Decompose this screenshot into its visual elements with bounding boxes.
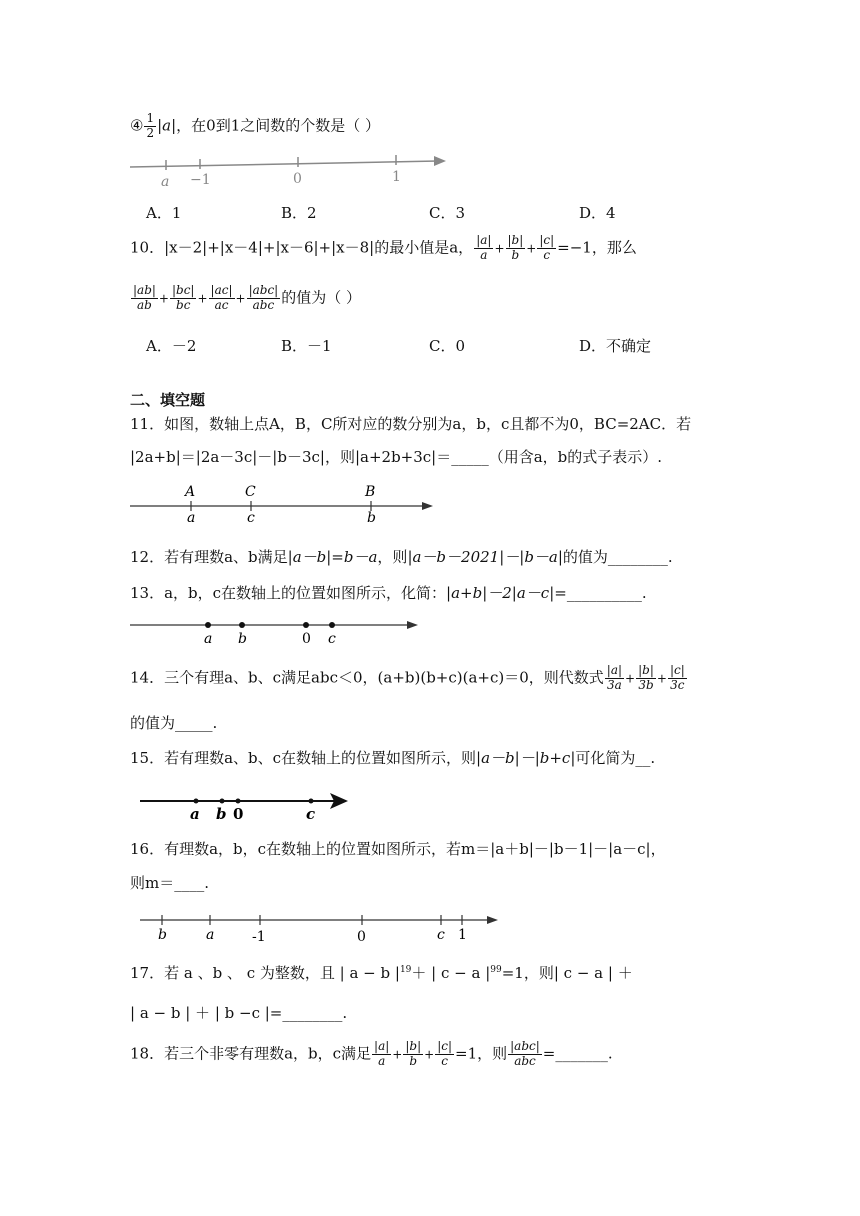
q18-line: 18．若三个非零有理数a，b，c满足 $\frac{|a|}{a}$ + $\frac{|b|}{b}$ + $\frac{|c|}{c}$ =1，则 $\frac{\text{|abc|}}{\text{abc}}$ =_______. [130,1039,613,1068]
q10-option-c[interactable]: C．0 [429,337,466,355]
q12-line [130,546,673,567]
q17-exp-99: 99 [490,965,502,975]
section-title: 二、填空题 [130,391,206,409]
q9-option-c[interactable]: C．3 [429,204,466,222]
q18-post: =_______. [542,1044,613,1063]
label-b: b [367,510,376,525]
label-b: b [158,927,167,943]
q18-frac-b: $\frac{|b|}{b}$ [405,1039,422,1068]
q14-text: 14．三个有理a、b、c满足abc＜0，(a+b)(b+c)(a+c)＝0，则代数式 [130,668,604,687]
label-0: 0 [302,631,311,647]
q15-line [130,747,655,768]
axis-line [130,161,438,167]
label-c: c [306,805,316,822]
q10-line2: $\frac{|ab|}{ab}$ + $\frac{|bc|}{bc}$ + $\frac{|ac|}{ac}$ + $\frac{\text{|abc|}}{\text{abc}}$ 的值为（ ） [133,283,362,312]
q12-cond: |a－b|=b－a [287,548,378,566]
q14-line2: 的值为_____. [130,714,218,732]
q17-text-1: 17．若 a 、b 、 c 为整数，且 | a − b | [130,964,400,982]
q12-pre: 12．若有理数a、b满足 [130,548,288,566]
label-c: c [328,631,336,647]
q10-expr-frac-ab: $\frac{|ab|}{ab}$ [133,283,156,312]
label-b: b [216,805,227,822]
q11-line2: |2a+b|＝|2a－3c|－|b－3c|，则|a+2b+3c|＝_____（用含a，b的式子表示）. [130,448,663,466]
q16-line1: 16．有理数a，b，c在数轴上的位置如图所示，若m＝|a＋b|－|b－1|－|a－c|， [130,840,666,858]
q17-exp-19: 19 [399,965,412,975]
point-a [205,622,211,628]
q17-line2: | a − b | ＋ | b −c |=________. [130,1004,348,1022]
q10-lead-text: 10．|x－2|+|x－4|+|x－6|+|x－8|的最小值是a， [130,238,474,257]
q18-frac-abc: $\frac{\text{|abc|}}{\text{abc}}$ [510,1039,540,1068]
q13-line [130,582,647,603]
label-c: c [247,510,255,525]
point-0 [236,799,241,804]
label-a: a [187,510,196,525]
point-b [239,622,245,628]
q16-line2: 则m＝____. [130,874,209,892]
q10-option-b[interactable]: B．－1 [281,337,332,355]
q10-cond-frac-b: $\frac{|b|}{b}$ [507,233,524,262]
q12-post: 的值为________. [562,548,673,566]
abs-a-expr: |a| [157,116,177,135]
q18-mid: =1，则 [455,1044,508,1063]
label-1: 1 [458,927,467,943]
label-1: 1 [392,169,401,185]
label-neg1: −1 [190,172,211,188]
q9-option-b[interactable]: B．2 [281,204,317,222]
q10-expr-frac-abc: $\frac{\text{|abc|}}{\text{abc}}$ [248,283,279,312]
q10-option-d[interactable]: D．不确定 [579,337,652,355]
label-0: 0 [293,171,302,187]
q9-question-text: ，在0到1之间数的个数是（ ） [176,116,381,135]
point-c [309,799,314,804]
q15-number-line [138,788,358,822]
q17-text-2: ＋ | c − a | [411,964,491,982]
label-a: a [161,174,170,190]
label-c: c [437,927,445,943]
q9-number-line [128,150,458,190]
q11-number-line [128,480,438,525]
label-b: b [238,631,247,647]
axis-arrow [422,502,433,510]
q18-frac-c: $\frac{|c|}{c}$ [437,1039,453,1068]
point-b [220,799,225,804]
q13-number-line [128,612,428,648]
half-fraction: $\frac{1}{2}$ [146,111,155,140]
label-a: a [206,927,215,943]
q9-part4-line [130,112,380,141]
q14-line1: 14．三个有理a、b、c满足abc＜0，(a+b)(b+c)(a+c)＝0，则代数式 $\frac{|a|}{3a}$ + $\frac{|b|}{3b}$ + $\frac{|c|}{3c}$ [130,663,685,692]
q12-expr: |a－b－2021|－|b－a| [407,548,563,566]
label-a: a [204,631,213,647]
q9-option-d[interactable]: D．4 [579,204,616,222]
q10-expr-frac-bc: $\frac{|bc|}{bc}$ [171,283,195,312]
axis-arrow [487,916,498,924]
q15-pre: 15．若有理数a、b、c在数轴上的位置如图所示，则 [130,749,477,767]
q15-post: 可化简为__. [575,749,656,767]
q10-option-a[interactable]: A．－2 [146,337,197,355]
q10-expr-tail: 的值为（ ） [281,288,362,307]
circled-number: ④ [130,116,144,135]
q17-text-3: =1，则| c − a | ＋ [501,964,633,982]
q12-mid: ，则 [377,548,408,566]
q18-pre: 18．若三个非零有理数a，b，c满足 [130,1044,372,1063]
q10-cond-tail: =−1，那么 [557,238,637,257]
label-0: 0 [233,805,244,822]
q13-expr: |a+b|－2|a－c|= [446,584,567,602]
q17-line1 [130,962,633,983]
q14-frac-b: $\frac{|b|}{3b}$ [638,663,654,692]
q14-frac-c: $\frac{|c|}{3c}$ [669,663,685,692]
q13-post: __________. [566,584,647,602]
q16-number-line [138,910,508,944]
q10-cond-frac-c: $\frac{|c|}{c}$ [539,233,555,262]
q10-expr-frac-ac: $\frac{|ac|}{ac}$ [210,283,233,312]
q18-frac-a: $\frac{|a|}{a}$ [374,1039,390,1068]
label-a: a [190,805,200,822]
axis-arrow [434,156,446,166]
q11-line1: 11．如图，数轴上点A，B，C所对应的数分别为a，b，c且都不为0，BC=2AC．若 [130,415,692,433]
q15-expr: |a－b|－|b+c| [476,749,576,767]
label-A: A [185,484,196,500]
label-B: B [365,484,376,500]
label-neg1: -1 [252,929,266,944]
q14-frac-a: $\frac{|a|}{3a}$ [606,663,623,692]
label-C: C [245,484,256,500]
q10-cond-frac-a: $\frac{|a|}{a}$ [476,233,492,262]
q10-line1: 10．|x－2|+|x－4|+|x－6|+|x－8|的最小值是a， $\frac{|a|}{a}$ + $\frac{|b|}{b}$ + $\frac{|c|}{c}$ =−1，那么 [130,233,637,262]
label-0: 0 [357,929,366,944]
q13-pre: 13．a，b，c在数轴上的位置如图所示，化简： [130,584,447,602]
axis-arrow [407,621,418,629]
q9-option-a[interactable]: A．1 [146,204,182,222]
point-c [329,622,335,628]
point-a [194,799,199,804]
point-0 [303,622,309,628]
